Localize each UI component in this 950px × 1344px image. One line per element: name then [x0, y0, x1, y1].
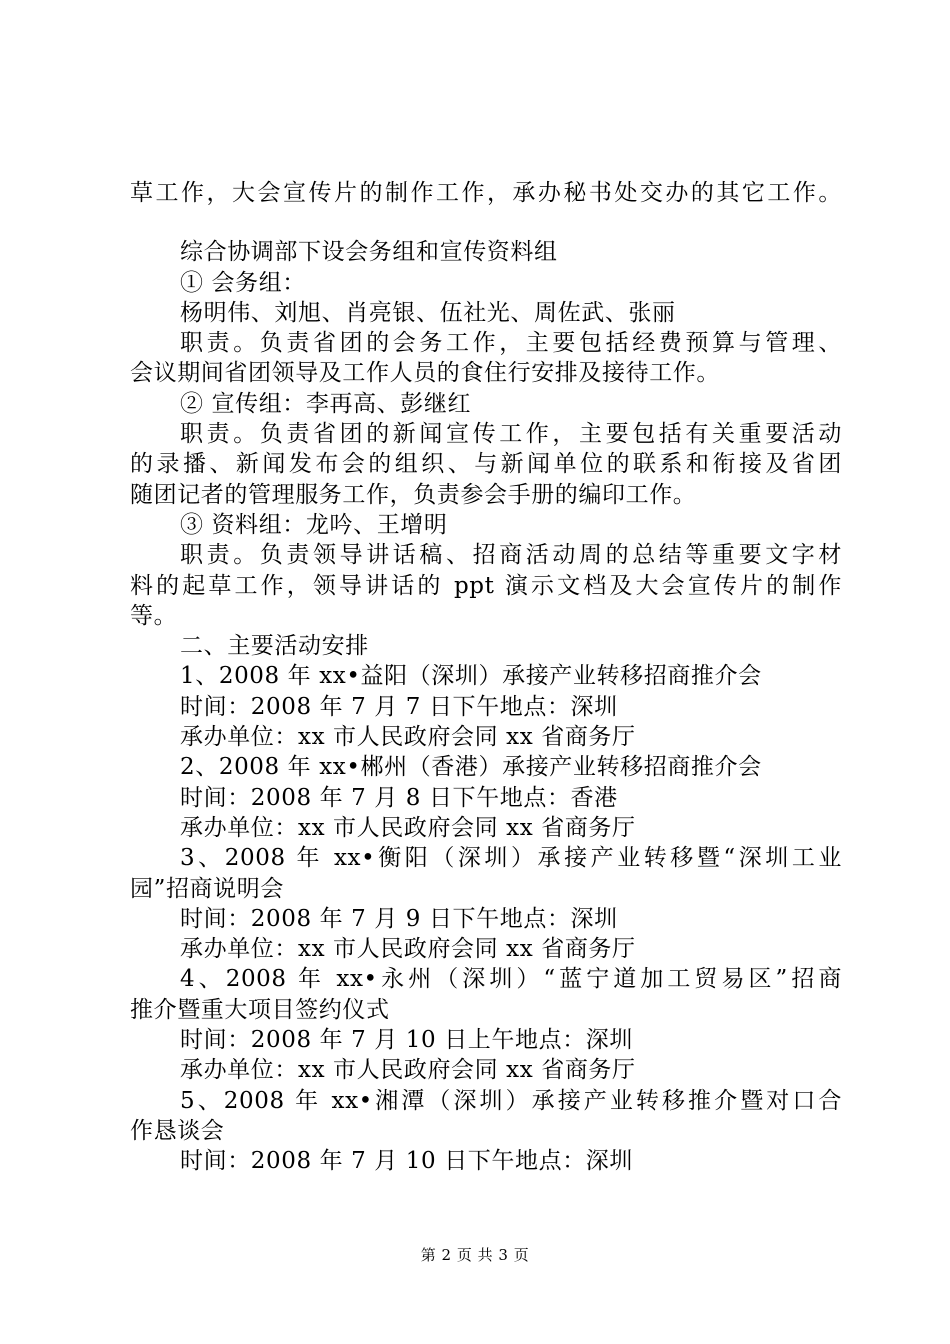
text-line: 职责。负责省团的新闻宣传工作，主要包括有关重要活动 [180, 421, 842, 448]
text-line: 时间：2008 年 7 月 9 日下午地点：深圳 [180, 905, 618, 932]
text-line: 时间：2008 年 7 月 7 日下午地点：深圳 [180, 693, 618, 720]
text-line: 4、2008 年 xx•永州（深圳）“蓝宁道加工贸易区”招商 [180, 966, 842, 993]
text-line: ② 宣传组：李再高、彭继红 [180, 390, 472, 417]
text-line: 作恳谈会 [130, 1117, 225, 1144]
text-line: 承办单位：xx 市人民政府会同 xx 省商务厅 [180, 936, 636, 963]
text-line: 杨明伟、刘旭、肖亮银、伍社光、周佐武、张丽 [180, 299, 676, 326]
text-line: 1、2008 年 xx•益阳（深圳）承接产业转移招商推介会 [180, 663, 762, 690]
text-line: ③ 资料组：龙吟、王增明 [180, 511, 448, 538]
text-line: 时间：2008 年 7 月 10 日上午地点：深圳 [180, 1027, 633, 1054]
text-line: 5、2008 年 xx•湘潭（深圳）承接产业转移推介暨对口合 [180, 1087, 842, 1114]
text-line: 草工作，大会宣传片的制作工作，承办秘书处交办的其它工作。 [130, 180, 842, 206]
text-line: 职责。负责省团的会务工作，主要包括经费预算与管理、 [180, 330, 842, 357]
text-line: 会议期间省团领导及工作人员的食住行安排及接待工作。 [130, 360, 720, 387]
text-line: 2、2008 年 xx•郴州（香港）承接产业转移招商推介会 [180, 754, 762, 781]
text-line: 承办单位：xx 市人民政府会同 xx 省商务厅 [180, 1057, 636, 1084]
text-line: 综合协调部下设会务组和宣传资料组 [180, 239, 558, 266]
text-line: 承办单位：xx 市人民政府会同 xx 省商务厅 [180, 724, 636, 751]
text-line: 随团记者的管理服务工作，负责参会手册的编印工作。 [130, 481, 697, 508]
text-line: ① 会务组： [180, 269, 306, 296]
text-line: 料的起草工作，领导讲话的 ppt 演示文档及大会宣传片的制作 [130, 572, 842, 599]
text-line: 推介暨重大项目签约仪式 [130, 996, 390, 1023]
text-line: 园”招商说明会 [130, 875, 284, 902]
text-line: 时间：2008 年 7 月 10 日下午地点：深圳 [180, 1148, 633, 1175]
text-line: 承办单位：xx 市人民政府会同 xx 省商务厅 [180, 814, 636, 841]
text-line: 等。 [130, 602, 178, 629]
text-line: 职责。负责领导讲话稿、招商活动周的总结等重要文字材 [180, 542, 842, 569]
text-line: 3、2008 年 xx•衡阳（深圳）承接产业转移暨“深圳工业 [180, 845, 842, 872]
page-footer: 第 2 页 共 3 页 [420, 1246, 530, 1264]
text-line: 时间：2008 年 7 月 8 日下午地点：香港 [180, 784, 618, 811]
text-line: 的录播、新闻发布会的组织、与新闻单位的联系和衔接及省团 [130, 451, 842, 478]
text-line: 二、主要活动安排 [180, 633, 369, 660]
document-body [130, 178, 842, 1177]
